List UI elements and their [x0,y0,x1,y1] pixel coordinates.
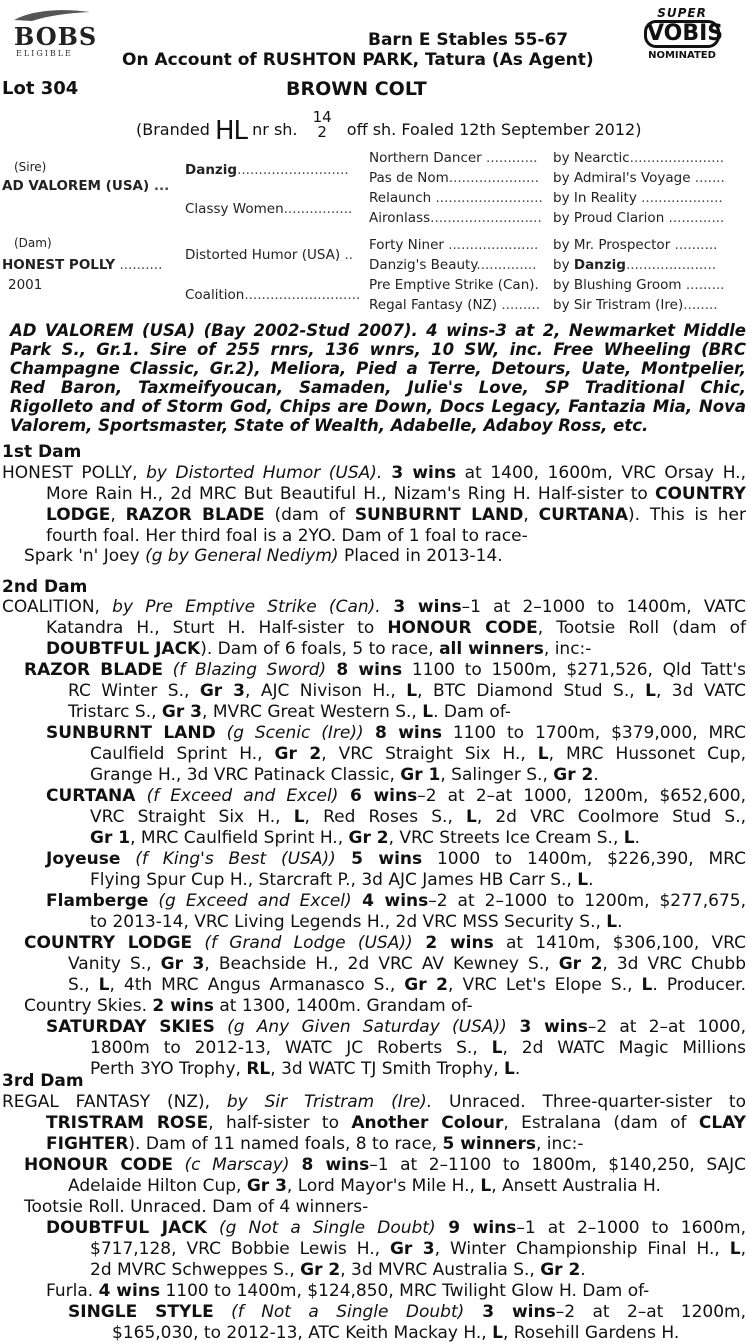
ped-by4: by Proud Clarion ............. [553,210,725,226]
sire-name-text: AD VALOREM (USA) [2,178,150,194]
ped-g1-text: Danzig [185,162,238,178]
ped-g2: Classy Women................ [185,201,353,217]
ped-g33: Relaunch ......................... [369,190,543,206]
third-dam-segment [173,1155,185,1175]
second-dam-segment: . [588,870,594,890]
brand-frac-den: 2 [317,122,327,141]
second-dam-segment: , MVRC Great Western S., [202,702,423,722]
fd-l1d: at 1400, 1600m, VRC Orsay H., [456,463,746,483]
second-dam-segment: . [634,828,641,848]
second-dam-line [90,1059,520,1079]
brand-line [136,107,642,146]
third-dam-segment: L [480,1176,492,1196]
second-dam-segment: 1000 to 1400m, $226,390, MRC [422,849,746,869]
third-dam-line [68,1176,661,1196]
ped-g3: Distorted Humor (USA) .. [185,247,354,263]
fd-l2a: More Rain H., 2d MRC But Beautiful H., Nizam's Ring H. Half-sister to [46,484,655,504]
first-dam-line [2,463,746,483]
second-dam-segment: , 2d WATC Magic Millions [502,1038,746,1058]
first-dam-heading: 1st Dam [2,442,82,462]
vobis-super: SUPER [657,6,707,20]
third-dam-segment: –1 at 2–1000 to 1600m, [516,1218,747,1238]
second-dam-line [68,975,746,995]
first-dam-line [24,546,503,566]
second-dam-segment [215,1017,227,1037]
ped-by3-text: by In Reality [553,190,637,206]
second-dam-segment: 1800m to 2012-13, WATC JC Roberts S., [90,1038,492,1058]
third-dam-segment: Gr 3 [389,1239,435,1259]
ped-by6-bold: Danzig [573,257,626,273]
second-dam-line [90,828,640,848]
second-dam-line [24,660,746,680]
fd-l1c: 3 wins [382,463,457,483]
second-dam-segment: , 3d VRC Chubb [602,954,747,974]
ped-by7: by Blushing Groom ......... [553,277,725,293]
ped-by5: by Mr. Prospector .......... [553,237,718,253]
second-dam-segment: Gr 2 [404,975,449,995]
second-dam-segment: 8 wins [363,723,442,743]
second-dam-segment: L [577,870,589,890]
ped-by6-pre: by [553,257,574,273]
second-dam-line [90,807,746,827]
fd-l3c: RAZOR BLADE [125,505,265,525]
second-dam-segment: (g Scenic (Ire)) [226,723,364,743]
ped-by6: by Danzig..................... [553,257,717,273]
third-dam-segment: Tootsie Roll. Unraced. Dam of 4 winners- [24,1197,369,1217]
dam-year: 2001 [8,277,43,293]
second-dam-segment: –2 at 2–at 1000, [587,1017,746,1037]
third-dam-segment: , inc:- [536,1134,584,1154]
ped-g31-text: Northern Dancer [369,150,482,166]
second-dam-segment: Gr 3 [161,702,203,722]
second-dam-segment: Gr 2 [553,765,594,785]
second-dam-line [46,639,591,659]
second-dam-segment: L [422,702,434,722]
second-dam-line [46,891,746,911]
ped-g36: Danzig's Beauty.............. [369,257,537,273]
sire-name: AD VALOREM (USA) ... [2,178,170,194]
second-dam-segment: 6 wins [338,786,418,806]
third-dam-segment: Gr 2 [300,1260,341,1280]
second-dam-segment: (g Exceed and Excel) [158,891,352,911]
second-dam-segment: , 3d WATC TJ Smith Trophy, [270,1059,505,1079]
second-dam-segment: –1 at 2–1000 to 1400m, VATC [461,597,746,617]
third-dam-line [24,1197,368,1217]
second-dam-segment: Country Skies. [24,996,153,1016]
second-dam-segment: Grange H., 3d VRC Patinack Classic, [90,765,401,785]
second-dam-segment: , Red Roses S., [304,807,466,827]
second-dam-segment: to 2013-14, VRC Living Legends H., 2d VRC MSS Security S., [90,912,607,932]
second-dam-line [90,765,599,785]
fd-l5a: Spark 'n' Joey [24,546,146,566]
ped-g38: Regal Fantasy (NZ) ......... [369,297,541,313]
second-dam-segment: , Tootsie Roll (dam of [537,618,747,638]
fd-l3h: ). This is her [628,505,746,525]
fd-l3b: , [110,505,126,525]
second-dam-segment [148,891,158,911]
fd-l5c: Placed in 2013-14. [338,546,503,566]
second-dam-segment: RL [246,1059,271,1079]
second-dam-segment: Flying Spur Cup H., Starcraft P., 3d AJC James HB Carr S., [90,870,578,890]
ped-by2-text: by Admiral's Voyage [553,170,691,186]
dam-name: HONEST POLLY .......... [2,257,163,273]
second-dam-segment: 1100 to 1500m, $271,526, Qld Tatt's [402,660,747,680]
second-dam-segment: 5 wins [335,849,423,869]
sire-line: Park S., Gr.1. Sire of 255 rnrs, 136 wnrs, 10 SW, inc. Free Wheeling (BRC [10,340,746,359]
second-dam-segment: SUNBURNT LAND [46,723,216,743]
fd-l5b: (g by General Nediym) [145,546,339,566]
second-dam-line [46,786,746,806]
second-dam-segment [163,660,173,680]
second-dam-segment: , AJC Nivison H., [244,681,407,701]
second-dam-line [46,1017,746,1037]
first-dam-line [46,484,746,504]
third-dam-segment: 5 winners [442,1134,536,1154]
third-dam-segment: $165,030, to 2012-13, ATC Keith Mackay H., [112,1323,493,1343]
third-dam-segment: . [580,1260,586,1280]
second-dam-segment: , VRC Streets Ice Cream S., [388,828,624,848]
fd-l3a: LODGE [46,505,111,525]
sire-line: AD VALOREM (USA) (Bay 2002-Stud 2007). 4 wins-3 at 2, Newmarket Middle [10,321,746,340]
second-dam-segment: Katandra H., Sturt H. Half-sister to [46,618,388,638]
bobs-eligible-text: ELIGIBLE [16,49,73,58]
fd-l1b: by Distorted Humor (USA). [146,463,383,483]
sire-line: Valorem, Sportsmaster, State of Wealth, Adabelle, Adaboy Ross, etc. [10,416,649,435]
second-dam-segment: L [504,1059,515,1079]
fd-l1a: HONEST POLLY, [2,463,147,483]
third-dam-segment: TRISTRAM ROSE [46,1113,209,1133]
third-dam-segment: 8 wins [289,1155,370,1175]
third-dam-line [90,1239,746,1259]
third-dam-line [2,1092,746,1112]
second-dam-line [24,933,746,953]
second-dam-line [90,912,623,932]
third-dam-segment: –1 at 2–1100 to 1800m, $140,250, SAJC [369,1155,746,1175]
second-dam-segment: (f Grand Lodge (USA)) [204,933,413,953]
third-dam-segment: Another Colour [351,1113,504,1133]
second-dam-segment: RAZOR BLADE [24,660,163,680]
ped-g32: Pas de Nom..................... [369,170,539,186]
brand-fraction [312,107,332,141]
ped-g36-text: Danzig's Beauty [369,257,477,273]
second-dam-segment: , inc:- [543,639,592,659]
third-dam-heading: 3rd Dam [2,1071,84,1091]
third-dam-segment: Gr 3 [246,1176,287,1196]
bobs-logo-text: BOBS [14,22,98,51]
second-dam-segment: L [465,807,477,827]
second-dam-segment: all winners [439,639,544,659]
second-dam-segment: (g Any Given Saturday (USA)) [227,1017,507,1037]
second-dam-segment: , Salinger S., [440,765,554,785]
second-dam-segment: Gr 3 [199,681,245,701]
ped-by1-text: by Nearctic [553,150,630,166]
ped-g35: Forty Niner ..................... [369,237,539,253]
second-dam-line [46,618,746,638]
third-dam-segment: SINGLE STYLE [68,1302,214,1322]
third-dam-segment: 2d MVRC Schweppes S., [90,1260,301,1280]
second-dam-segment [192,933,204,953]
third-dam-segment: L [492,1323,503,1343]
second-dam-segment: SATURDAY SKIES [46,1017,215,1037]
ped-g37-text: Pre Emptive Strike (Can). [369,277,539,293]
second-dam-line [68,681,746,701]
third-dam-segment: Adelaide Hilton Cup, [68,1176,247,1196]
sire-line: Red Baron, Taxmeifyoucan, Samaden, Julie's Love, SP Traditional Chic, [10,378,746,397]
ped-by8-text: by Sir Tristram (Ire) [553,297,684,313]
second-dam-segment: Perth 3YO Trophy, [90,1059,247,1079]
second-dam-line [68,702,511,722]
second-dam-segment: 2 wins [152,996,214,1016]
third-dam-segment: (g Not a Single Doubt) [219,1218,436,1238]
brand-frac-num: 14 [312,107,332,126]
second-dam-segment: . [514,1059,521,1079]
second-dam-segment: , 3d VATC [655,681,746,701]
second-dam-line [46,849,746,869]
fd-l3d: (dam of [264,505,355,525]
second-dam-segment: 4 wins [351,891,429,911]
second-dam-segment: L [623,828,635,848]
third-dam-segment: , Ansett Australia H. [491,1176,661,1196]
second-dam-segment: , MRC Caulfield Sprint H., [130,828,349,848]
second-dam-segment [216,723,227,743]
ped-g1: Danzig.......................... [185,162,349,178]
second-dam-segment: –2 at 2–at 1000, 1200m, $652,600, [417,786,747,806]
second-dam-line [46,723,746,743]
ped-g4: Coalition........................... [185,287,361,303]
ped-by5-text: by Mr. Prospector [553,237,671,253]
second-dam-segment: . Dam of- [433,702,511,722]
vendor-account: On Account of RUSHTON PARK, Tatura (As Agent) [122,50,594,70]
third-dam-segment: , half-sister to [208,1113,352,1133]
second-dam-segment: DOUBTFUL JACK [46,639,201,659]
first-dam-line [46,505,746,525]
ped-by7-text: by Blushing Groom [553,277,682,293]
second-dam-segment: Gr 1 [400,765,441,785]
second-dam-segment: at 1410m, $306,100, VRC [493,933,746,953]
second-dam-segment: Gr 2 [558,954,603,974]
fd-l3g: CURTANA [538,505,629,525]
third-dam-segment: , 3d MVRC Australia S., [340,1260,541,1280]
second-dam-segment: L [98,975,110,995]
third-dam-segment: , Rosehill Gardens H. [502,1323,680,1343]
second-dam-segment: L [293,807,305,827]
second-dam-segment: 1100 to 1700m, $379,000, MRC [441,723,746,743]
second-dam-segment: COUNTRY LODGE [24,933,193,953]
second-dam-segment: , BTC Diamond Stud S., [417,681,646,701]
second-dam-segment: ). Dam of 6 foals, 5 to race, [200,639,440,659]
fd-l3e: SUNBURNT LAND [354,505,524,525]
second-dam-segment: L [537,744,549,764]
ped-by2: by Admiral's Voyage ....... [553,170,725,186]
ped-by1: by Nearctic...................... [553,150,725,166]
second-dam-line [24,996,473,1016]
third-dam-segment [214,1302,231,1322]
second-dam-segment: Gr 2 [348,828,389,848]
second-dam-segment: . Producer. [652,975,746,995]
second-dam-segment: (f Blazing Sword) [172,660,327,680]
third-dam-segment: Unraced. Three-quarter-sister to [432,1092,746,1112]
fd-l2b: COUNTRY [654,484,746,504]
second-dam-segment: –2 at 2–1000 to 1200m, $277,675, [428,891,747,911]
second-dam-segment [135,786,146,806]
second-dam-segment: RC Winter S., [68,681,200,701]
third-dam-segment: by Sir Tristram (Ire). [226,1092,433,1112]
second-dam-segment: at 1300, 1400m. Grandam of- [213,996,473,1016]
ped-g2-text: Classy Women [185,201,284,217]
second-dam-segment: , MRC Hussonet Cup, [548,744,746,764]
second-dam-segment: . [617,912,623,932]
second-dam-segment: VRC Straight Six H., [90,807,294,827]
super-vobis-badge [640,2,724,68]
third-dam-line [46,1281,649,1301]
second-dam-segment: L [406,681,418,701]
sire-label: (Sire) [14,160,47,174]
ped-g32-text: Pas de Nom [369,170,449,186]
second-dam-segment: 3 wins [380,597,462,617]
brand-mark: HL [215,116,248,146]
second-dam-segment: 2 wins [412,933,494,953]
barn-stables: Barn E Stables 55-67 [368,30,569,50]
vobis-word: VOBIS [644,20,720,48]
second-dam-segment: , 2d VRC Coolmore Stud S., [476,807,747,827]
third-dam-line [46,1113,746,1133]
sire-line: Champagne Classic, Gr.2), Meliora, Pied a Terre, Detours, Uate, Montpelier, [10,359,746,378]
ped-g34: Aironlass.......................... [369,210,542,226]
wing-icon [12,8,92,22]
second-dam-segment: CURTANA [46,786,136,806]
third-dam-line [68,1302,746,1322]
lot-title: BROWN COLT [286,78,427,100]
third-dam-segment: 3 wins [464,1302,556,1322]
ped-g34-text: Aironlass [369,210,431,226]
second-dam-segment: (f Exceed and Excel) [146,786,339,806]
third-dam-segment [207,1218,219,1238]
third-dam-segment: –2 at 2–at 1200m, [555,1302,746,1322]
vobis-nominated: NOMINATED [648,50,716,61]
third-dam-segment: , [740,1239,746,1259]
third-dam-segment: $717,128, VRC Bobbie Lewis H., [90,1239,390,1259]
third-dam-line [112,1323,679,1343]
third-dam-segment: CLAY [698,1113,746,1133]
sire-line: Rigolleto and of Storm God, Chips are Down, Docs Legacy, Fantazia Mia, Nova [10,397,746,416]
third-dam-segment: (c Marscay) [184,1155,290,1175]
third-dam-segment: Gr 2 [540,1260,581,1280]
second-dam-segment: . [593,765,599,785]
second-dam-segment: , VRC Let's Elope S., [448,975,642,995]
second-dam-segment: (f King's Best (USA)) [135,849,336,869]
second-dam-segment: Joyeuse [46,849,121,869]
third-dam-segment: 1100 to 1400m, $124,850, MRC Twilight Glow H. Dam of- [160,1281,650,1301]
second-dam-segment: L [641,975,653,995]
ped-by4-text: by Proud Clarion [553,210,665,226]
dam-name-text: HONEST POLLY [2,257,116,273]
third-dam-segment: ). Dam of 11 named foals, 8 to race, [128,1134,443,1154]
third-dam-segment: 4 wins [98,1281,161,1301]
third-dam-line [24,1155,746,1175]
second-dam-segment: 8 wins [326,660,403,680]
third-dam-segment: FIGHTER [46,1134,129,1154]
third-dam-segment: 9 wins [435,1218,517,1238]
second-dam-line [68,954,746,974]
third-dam-line [46,1218,746,1238]
second-dam-segment: , 4th MRC Angus Armanasco S., [109,975,405,995]
brand-nr: nr sh. [252,120,298,139]
second-dam-segment: HONOUR CODE [387,618,538,638]
ped-by8: by Sir Tristram (Ire)........ [553,297,718,313]
third-dam-segment: L [729,1239,741,1259]
second-dam-segment: COALITION, [2,597,113,617]
second-dam-segment: Gr 2 [274,744,322,764]
lot-number: Lot 304 [2,78,79,99]
second-dam-segment: Tristarc S., [68,702,162,722]
third-dam-segment: , Winter Championship Final H., [434,1239,730,1259]
third-dam-segment: Furla. [46,1281,99,1301]
first-dam-line: fourth foal. Her third foal is a 2YO. Dam of 1 foal to race- [46,526,528,546]
third-dam-segment: , Estralana (dam of [503,1113,699,1133]
second-dam-segment: by Pre Emptive Strike (Can). [112,597,381,617]
ped-g38-text: Regal Fantasy (NZ) [369,297,498,313]
ped-g31: Northern Dancer ............ [369,150,538,166]
second-dam-segment: Flamberge [46,891,149,911]
ped-by3: by In Reality ................... [553,190,723,206]
second-dam-segment: L [491,1038,503,1058]
second-dam-line [90,870,593,890]
third-dam-line [90,1260,586,1280]
third-dam-segment: REGAL FANTASY (NZ), [2,1092,227,1112]
second-dam-segment: , Beachside H., 2d VRC AV Kewney S., [204,954,559,974]
ped-g35-text: Forty Niner [369,237,444,253]
ped-g33-text: Relaunch [369,190,432,206]
second-dam-segment [120,849,135,869]
ped-g37 [369,277,539,293]
second-dam-segment: L [645,681,656,701]
second-dam-line [90,1038,746,1058]
brand-rest: off sh. Foaled 12th September 2012) [346,120,642,139]
second-dam-segment: 3 wins [506,1017,588,1037]
second-dam-segment: Gr 1 [90,828,131,848]
fd-l3f: , [523,505,539,525]
ped-g4-text: Coalition [185,287,245,303]
second-dam-heading: 2nd Dam [2,577,88,597]
second-dam-segment: Gr 3 [160,954,205,974]
third-dam-line [46,1134,584,1154]
third-dam-segment: DOUBTFUL JACK [46,1218,207,1238]
second-dam-segment: , VRC Straight Six H., [321,744,538,764]
second-dam-segment: S., [68,975,99,995]
second-dam-line [90,744,746,764]
second-dam-segment: L [606,912,618,932]
third-dam-segment: , Lord Mayor's Mile H., [286,1176,481,1196]
second-dam-segment: Caulfield Sprint H., [90,744,275,764]
second-dam-line [2,597,746,617]
brand-open: (Branded [136,120,210,139]
dam-label: (Dam) [14,236,52,250]
second-dam-segment: Vanity S., [68,954,161,974]
ped-g3-text: Distorted Humor (USA) [185,247,341,263]
third-dam-segment: HONOUR CODE [24,1155,173,1175]
third-dam-segment: (f Not a Single Doubt) [231,1302,465,1322]
